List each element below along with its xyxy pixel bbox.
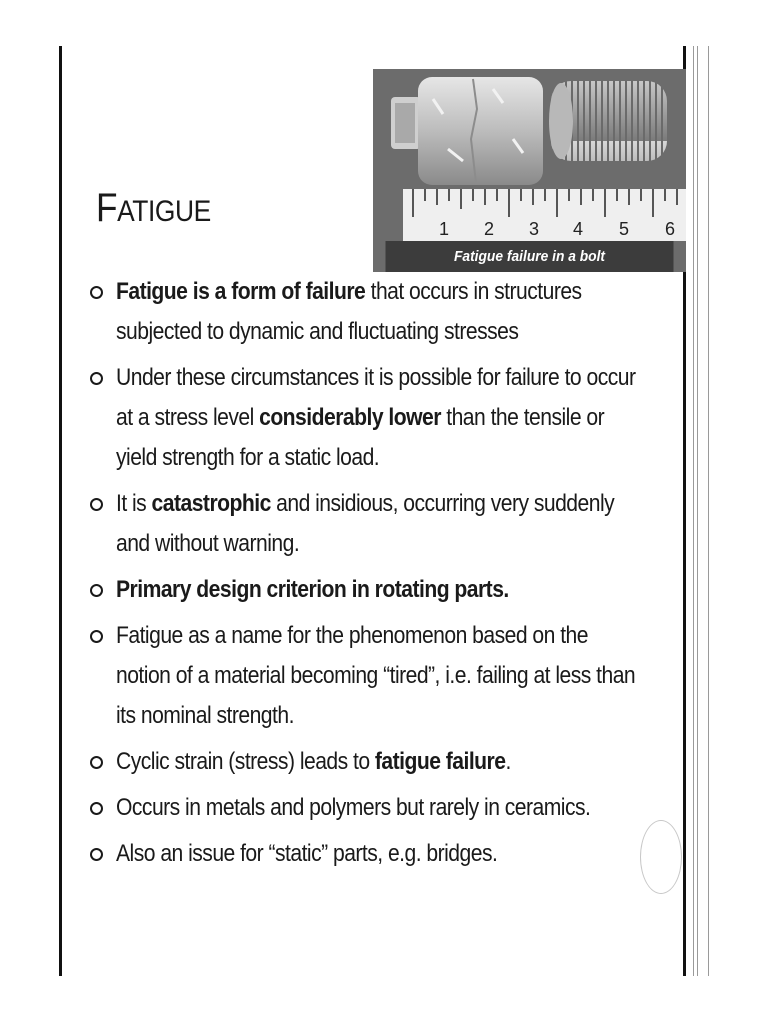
hollow-circle-bullet-icon <box>90 286 103 299</box>
ruler-label: 2 <box>484 219 495 239</box>
title-rest: ATIGUE <box>117 195 211 228</box>
slide-title <box>96 186 211 231</box>
right-border-line <box>693 46 694 976</box>
bullet-pre: Fatigue as a name for the phenomenon based on the notion of a material becoming “tired”, i.e. failing at less than its nominal strength. <box>116 622 636 729</box>
bullet-item <box>90 358 650 478</box>
bullet-item <box>90 570 650 610</box>
right-border-frame <box>683 46 709 976</box>
bullet-item <box>90 484 650 564</box>
bullet-pre: Cyclic strain (stress) leads to <box>116 748 375 775</box>
bullet-item <box>90 616 650 736</box>
bullet-text <box>116 358 644 478</box>
hollow-circle-bullet-icon <box>90 756 103 769</box>
bullet-text <box>116 272 644 352</box>
ruler-label: 1 <box>439 219 450 239</box>
hollow-circle-bullet-icon <box>90 584 103 597</box>
bullet-bold: fatigue failure <box>374 748 506 775</box>
bullet-bold: Primary design criterion in rotating parts. <box>116 576 509 603</box>
bullet-item <box>90 788 650 828</box>
bullet-list <box>90 272 650 880</box>
bullet-text <box>116 570 644 610</box>
hollow-circle-bullet-icon <box>90 848 103 861</box>
bullet-item <box>90 834 650 874</box>
bullet-text <box>116 834 644 874</box>
bullet-bold: catastrophic <box>151 490 271 517</box>
bullet-text <box>116 742 644 782</box>
bolt-photo <box>373 69 686 272</box>
ruler-label: 3 <box>529 219 540 239</box>
bullet-item <box>90 272 650 352</box>
hollow-circle-bullet-icon <box>90 802 103 815</box>
ruler-label: 6 <box>665 219 676 239</box>
hollow-circle-bullet-icon <box>90 498 103 511</box>
bullet-post: and insidious, occurring very suddenly and without warning. <box>116 490 615 557</box>
bullet-pre: Occurs in metals and polymers but rarely in ceramics. <box>116 794 591 821</box>
bullet-pre: It is <box>116 490 152 517</box>
bullet-text <box>116 484 644 564</box>
bullet-pre: Under these circumstances it is possible for failure to occur at a stress level <box>116 364 636 431</box>
title-initial: F <box>96 186 118 230</box>
left-border-rule <box>59 46 62 976</box>
bullet-item <box>90 742 650 782</box>
bullet-post: . <box>505 748 511 775</box>
hollow-circle-bullet-icon <box>90 372 103 385</box>
right-border-line <box>697 46 698 976</box>
hollow-circle-bullet-icon <box>90 630 103 643</box>
bullet-pre: Also an issue for “static” parts, e.g. bridges. <box>116 840 498 867</box>
ruler-label: 4 <box>573 219 584 239</box>
bullet-text <box>116 788 644 828</box>
right-border-line <box>708 46 709 976</box>
bullet-bold: Fatigue is a form of failure <box>116 278 366 305</box>
photo-caption: Fatigue failure in a bolt <box>386 241 674 272</box>
bullet-post: than the tensile or yield strength for a static load. <box>116 404 605 471</box>
ruler-label: 5 <box>619 219 630 239</box>
bullet-rest: that occurs in structures subjected to dynamic and fluctuating stresses <box>116 278 582 345</box>
bullet-bold: considerably lower <box>259 404 441 431</box>
bullet-text <box>116 616 644 736</box>
